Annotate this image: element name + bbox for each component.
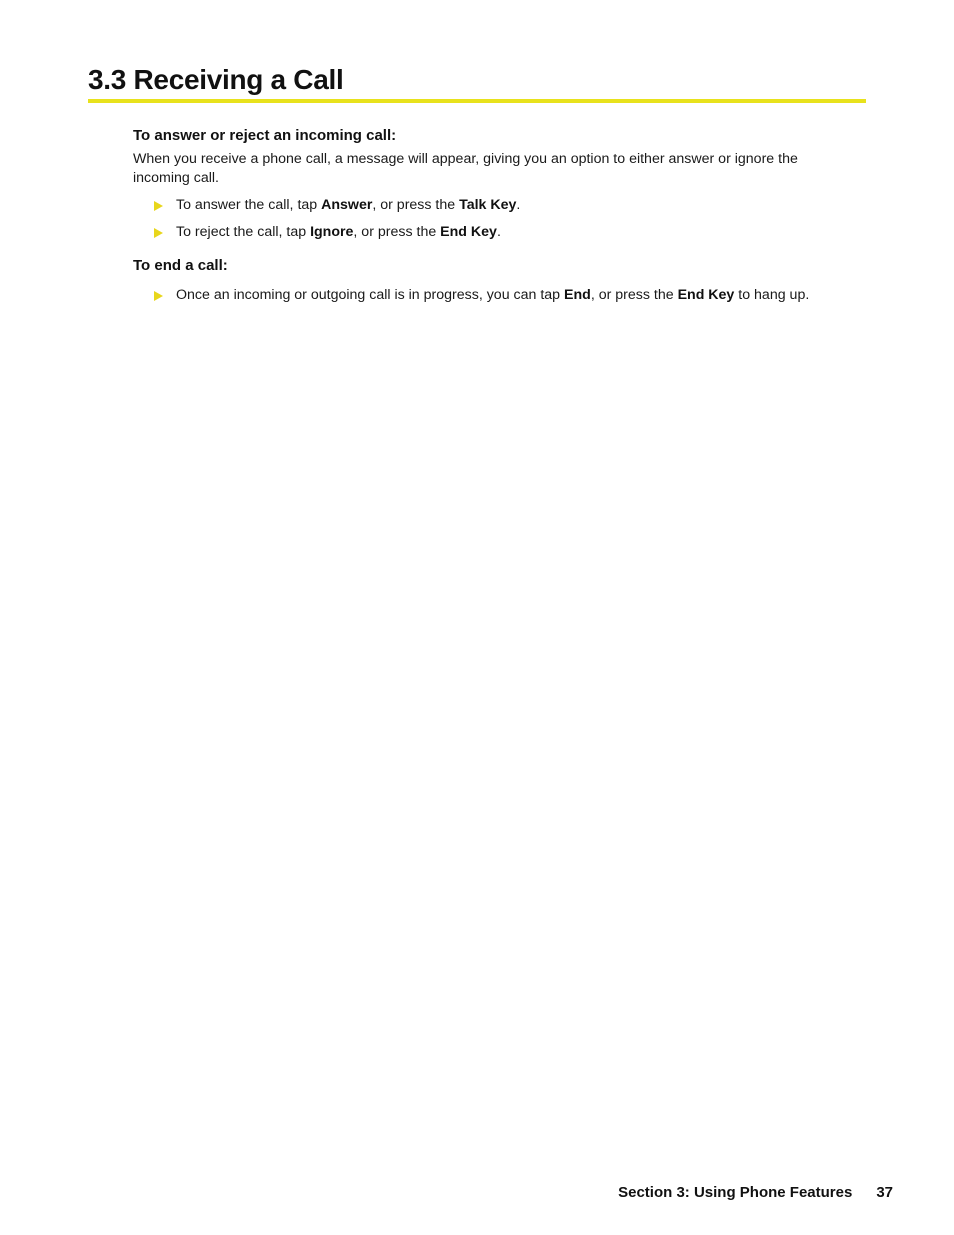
- page-footer: [618, 1183, 893, 1203]
- subheading-answer-reject: To answer or reject an incoming call:: [133, 127, 397, 144]
- arrow-right-icon: [154, 228, 163, 238]
- text-segment: .: [496, 224, 501, 240]
- content-area: [133, 126, 853, 313]
- arrow-right-icon: [154, 201, 163, 211]
- text-segment: , or press the: [590, 287, 678, 303]
- keyword-end-key: End Key: [440, 224, 497, 240]
- keyword-talk-key: Talk Key: [459, 197, 517, 213]
- text-segment: , or press the: [372, 197, 460, 213]
- keyword-end-key: End Key: [677, 287, 735, 303]
- keyword-end: End: [564, 287, 591, 303]
- text-segment: to hang up.: [734, 287, 810, 303]
- bullet-list-answer-reject: [133, 196, 853, 242]
- text-segment: To reject the call, tap: [176, 224, 311, 240]
- text-segment: Once an incoming or outgoing call is in progress, you can tap: [176, 287, 565, 303]
- subheading-end-call: To end a call:: [133, 257, 228, 274]
- text-segment: , or press the: [353, 224, 441, 240]
- arrow-right-icon: [154, 291, 163, 301]
- page-title: 3.3 Receiving a Call: [88, 64, 344, 95]
- list-item-end-call: [133, 286, 853, 305]
- footer-section-label: Section 3: Using Phone Features: [618, 1184, 853, 1201]
- list-item-reject: [133, 223, 853, 242]
- list-item-answer: [133, 196, 853, 215]
- section-answer-reject: [133, 126, 853, 242]
- keyword-answer: Answer: [321, 197, 373, 213]
- text-segment: To answer the call, tap: [176, 197, 322, 213]
- page-number: 37: [876, 1184, 893, 1201]
- keyword-ignore: Ignore: [310, 224, 354, 240]
- section-end-call: [133, 256, 853, 305]
- text-segment: .: [516, 197, 521, 213]
- title-underline-rule: [88, 99, 866, 103]
- bullet-list-end-call: [133, 286, 853, 305]
- intro-paragraph: When you receive a phone call, a message will appear, giving you an option to either answer or ignore the incoming call.: [133, 151, 798, 186]
